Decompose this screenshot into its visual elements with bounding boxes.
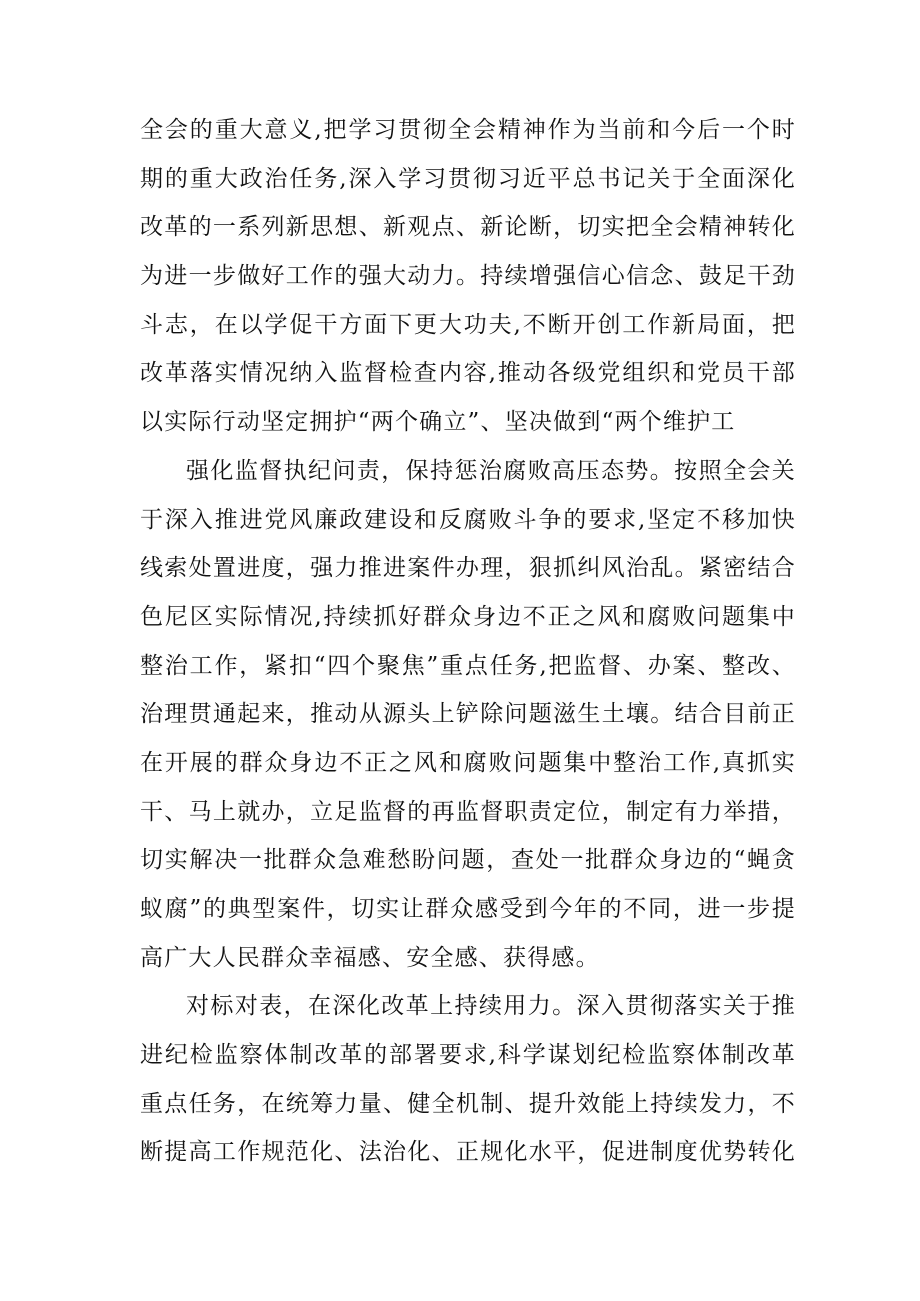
- text-line: 蚁腐”的典型案件，切实让群众感受到今年的不同，进一步提: [140, 896, 796, 922]
- text-line: 全会的重大意义,把学习贯彻全会精神作为当前和今后一个时: [140, 117, 796, 143]
- text-line: 改革落实情况纳入监督检查内容,推动各级党组织和党员干部: [140, 360, 796, 387]
- text-line: 以实际行动坚定拥护“两个确立”、坚决做到“两个维护工: [140, 409, 736, 436]
- text-line: 为进一步做好工作的强大动力。持续增强信心信念、鼓足干劲: [140, 263, 796, 290]
- text-line: 强化监督执纪问责，保持惩治腐败高压态势。按照全会关: [186, 457, 796, 484]
- text-line: 期的重大政治任务,深入学习贯彻习近平总书记关于全面深化: [140, 165, 796, 192]
- text-line: 重点任务，在统筹力量、健全机制、提升效能上持续发力，不: [140, 1090, 796, 1117]
- text-line: 对标对表，在深化改革上持续用力。深入贯彻落实关于推: [186, 993, 796, 1020]
- text-line: 进纪检监察体制改革的部署要求,科学谋划纪检监察体制改革: [140, 1042, 796, 1069]
- text-line: 切实解决一批群众急难愁盼问题，查处一批群众身边的“蝇贪: [140, 847, 796, 874]
- text-line: 整治工作，紧扣“四个聚焦”重点任务,把监督、办案、整改、: [140, 652, 796, 679]
- text-line: 于深入推进党风廉政建设和反腐败斗争的要求,坚定不移加快: [140, 506, 796, 533]
- body-text: [140, 106, 796, 1177]
- text-line: 斗志，在以学促干方面下更大功夫,不断开创工作新局面，把: [140, 311, 796, 338]
- text-line: 在开展的群众身边不正之风和腐败问题集中整治工作,真抓实: [140, 749, 796, 776]
- text-line: 断提高工作规范化、法治化、正规化水平，促进制度优势转化: [140, 1139, 796, 1166]
- text-line: 改革的一系列新思想、新观点、新论断，切实把全会精神转化: [140, 214, 796, 241]
- text-line: 治理贯通起来，推动从源头上铲除问题滋生土壤。结合目前正: [140, 701, 796, 728]
- text-line: 高广大人民群众幸福感、安全感、获得感。: [140, 944, 600, 971]
- text-line: 干、马上就办，立足监督的再监督职责定位，制定有力举措，: [140, 798, 796, 825]
- text-line: 色尼区实际情况,持续抓好群众身边不正之风和腐败问题集中: [140, 603, 796, 630]
- text-line: 线索处置进度，强力推进案件办理，狠抓纠风治乱。紧密结合: [140, 555, 796, 582]
